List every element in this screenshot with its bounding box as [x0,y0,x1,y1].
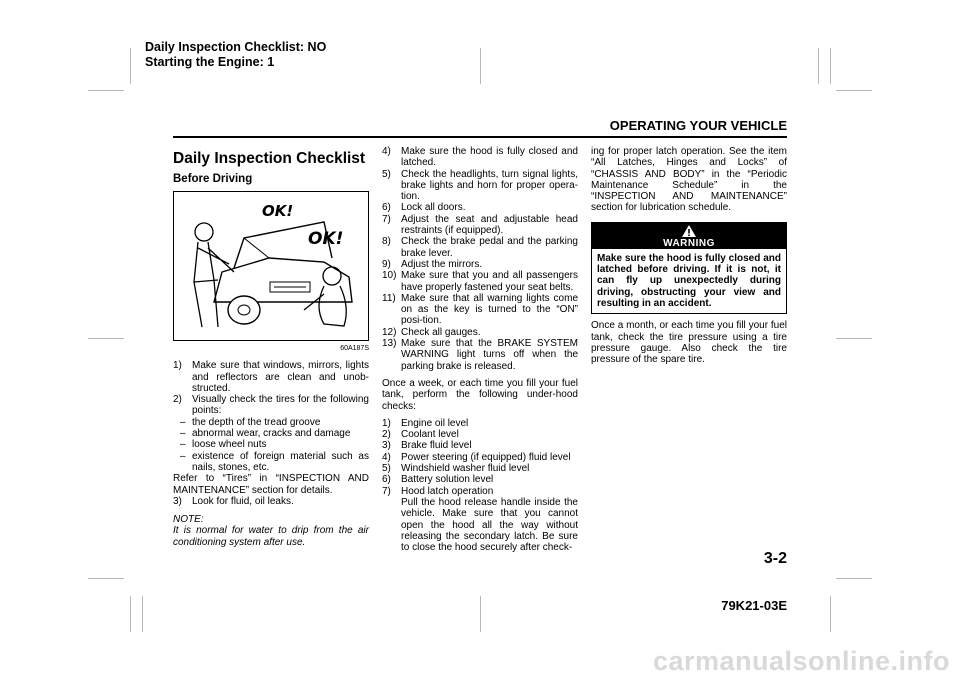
page-title: Daily Inspection Checklist [173,150,366,167]
watermark: carmanualsonline.info [652,646,950,676]
list-item: 5) Check the headlights, turn signal lights, brake lights and horn for proper opera-tion. [382,168,578,203]
ok-bubble-2: OK! [308,229,344,249]
list-item: 3) Brake fluid level [382,440,472,452]
section-title: OPERATING YOUR VEHICLE [609,118,787,133]
dash-item: – the depth of the tread groove [180,416,321,428]
document-code: 79K21-03E [721,598,787,613]
crop-mark [480,48,481,84]
list-item: 7) Adjust the seat and adjustable head restraints (if equipped). [382,213,578,237]
crop-mark [830,48,831,84]
list-item: 4) Make sure the hood is fully closed and latched. [382,146,578,169]
crop-mark [130,48,131,84]
car-inspection-drawing [174,192,368,340]
crop-mark [836,578,872,579]
crop-mark [830,596,831,632]
crop-mark [818,48,819,84]
list-item: 6) Lock all doors. [382,202,466,214]
warning-box [591,222,787,314]
refer-text: Refer to “Tires” in “INSPECTION AND MAINTENANCE” section for details. [173,473,369,496]
list-item: 2) Coolant level [382,429,459,441]
list-item: 7) Hood latch operation [382,485,494,497]
list-item: 4) Power steering (if equipped) fluid level [382,451,571,463]
list-item: 9) Adjust the mirrors. [382,258,483,270]
header-note-line1: Daily Inspection Checklist: NO [145,40,327,54]
crop-mark [480,596,481,632]
dash-item: – loose wheel nuts [180,439,267,451]
warning-text: Make sure the hood is fully closed and latched before driving. If it is not, it can fly up unexpectedly during driving, obstructing your view and resulting in an accident. [597,252,781,309]
hood-latch-text: Pull the hood release handle inside the vehicle. Make sure that you cannot open the hood all the way without releasing the secondary latch. Be sure to close the hood securely after check- [401,496,578,554]
continued-text: ing for proper latch operation. See the item “All Latches, Hinges and Locks” of “CHASSIS AND BODY” in the “Periodic Maintenance Schedule” in the “INSPECTION AND MAINTENANCE” section for lubrication schedule. [591,146,787,214]
header-note-line2: Starting the Engine: 1 [145,55,275,69]
crop-mark [130,596,131,632]
dash-item: – abnormal wear, cracks and damage [180,428,351,440]
note-heading: NOTE: [173,514,204,526]
weekly-intro: Once a week, or each time you fill your fuel tank, perform the following under-hood checks: [382,377,578,412]
list-item: 3) Look for fluid, oil leaks. [173,495,294,507]
crop-mark [142,596,143,632]
crop-mark [836,338,872,339]
warning-header [592,223,786,249]
crop-mark [836,90,872,91]
list-item: 1) Engine oil level [382,417,469,429]
monthly-text: Once a month, or each time you fill your fuel tank, check the tire pressure using a tire pressure gauge. Also check the tire pressure of the spare tire. [591,320,787,366]
note-text: It is normal for water to drip from the air conditioning system after use. [173,525,369,548]
dash-item: – existence of foreign material such as nails, stones, etc. [180,450,369,473]
crop-mark [88,338,124,339]
list-item: 6) Battery solution level [382,474,494,486]
list-item: 11) Make sure that all warning lights come on as the key is turned to the “ON” posi-tion. [382,292,578,327]
list-item: 1) Make sure that windows, mirrors, lights and reflectors are clean and unob-structed. [173,360,369,394]
list-item: 2) Visually check the tires for the following points: [173,394,369,417]
list-item: 13) Make sure that the BRAKE SYSTEM WARNING light turns off when the parking brake is released. [382,338,578,372]
header-rule [173,136,787,138]
column-2 [382,146,578,553]
header-note [145,40,326,70]
crop-mark [88,90,124,91]
list-item: 5) Windshield washer fluid level [382,463,530,475]
ok-bubble-1: OK! [262,202,294,220]
page-number: 3-2 [763,550,787,567]
figure-code: 60A187S [340,345,369,352]
list-item: 8) Check the brake pedal and the parking brake lever. [382,236,578,259]
list-item: 12) Check all gauges. [382,326,481,338]
warning-triangle-icon [668,224,710,238]
warning-label: WARNING [663,237,715,249]
crop-mark [88,578,124,579]
inspection-illustration [173,191,369,341]
column-3 [591,146,787,365]
subtitle: Before Driving [173,173,253,185]
list-item: 10) Make sure that you and all passengers have properly fastened your seat belts. [382,270,578,293]
column-1 [173,146,369,548]
